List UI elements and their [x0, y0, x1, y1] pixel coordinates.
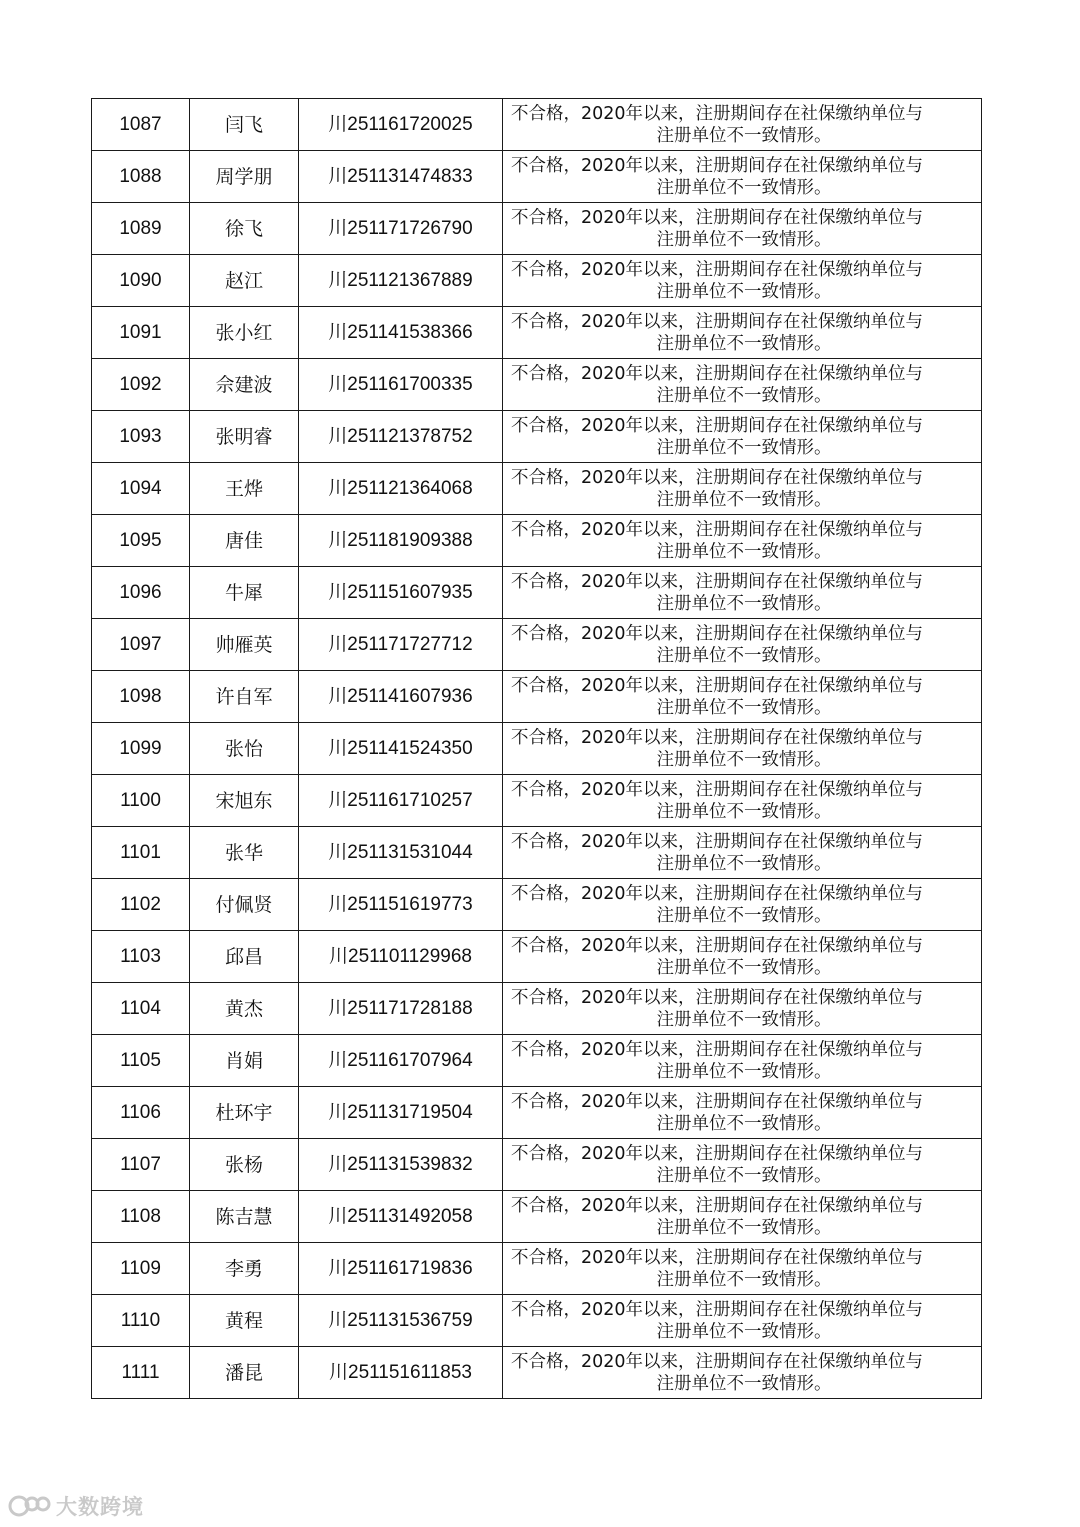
- name-cell: 张怡: [190, 723, 299, 775]
- certificate-number-cell: 川251131492058: [299, 1191, 503, 1243]
- result-line-2: 注册单位不一致情形。: [656, 1166, 832, 1186]
- table-row: [92, 151, 982, 203]
- certificate-number-cell: 川251121367889: [299, 255, 503, 307]
- serial-number-cell: 1093: [92, 411, 190, 463]
- name-cell: 张华: [190, 827, 299, 879]
- result-line-2: 注册单位不一致情形。: [656, 230, 832, 250]
- table-row: [92, 463, 982, 515]
- result-cell: [503, 463, 982, 515]
- name-cell: 肖娟: [190, 1035, 299, 1087]
- certificate-number-cell: 川251161720025: [299, 99, 503, 151]
- certificate-number-cell: 川251121364068: [299, 463, 503, 515]
- result-line-1: 不合格，2020年以来，注册期间存在社保缴纳单位与: [511, 988, 924, 1008]
- certificate-number-cell: 川251171727712: [299, 619, 503, 671]
- serial-number-cell: 1088: [92, 151, 190, 203]
- result-line-1: 不合格，2020年以来，注册期间存在社保缴纳单位与: [511, 1144, 924, 1164]
- name-cell: 潘昆: [190, 1347, 299, 1399]
- watermark-text: 大数跨境: [56, 1495, 144, 1519]
- result-line-1: 不合格，2020年以来，注册期间存在社保缴纳单位与: [511, 1300, 924, 1320]
- result-cell: [503, 307, 982, 359]
- result-cell: [503, 1191, 982, 1243]
- result-line-2: 注册单位不一致情形。: [656, 490, 832, 510]
- table-row: [92, 931, 982, 983]
- serial-number-cell: 1092: [92, 359, 190, 411]
- result-line-2: 注册单位不一致情形。: [656, 646, 832, 666]
- result-line-2: 注册单位不一致情形。: [656, 1322, 832, 1342]
- name-cell: 黄程: [190, 1295, 299, 1347]
- name-cell: 杜环宇: [190, 1087, 299, 1139]
- result-line-2: 注册单位不一致情形。: [656, 802, 832, 822]
- result-line-2: 注册单位不一致情形。: [656, 750, 832, 770]
- result-cell: [503, 775, 982, 827]
- result-line-2: 注册单位不一致情形。: [656, 386, 832, 406]
- results-table: [91, 98, 982, 1399]
- certificate-number-cell: 川251141538366: [299, 307, 503, 359]
- table-row: [92, 359, 982, 411]
- name-cell: 周学朋: [190, 151, 299, 203]
- result-cell: [503, 931, 982, 983]
- serial-number-cell: 1097: [92, 619, 190, 671]
- name-cell: 帅雁英: [190, 619, 299, 671]
- name-cell: 李勇: [190, 1243, 299, 1295]
- result-line-2: 注册单位不一致情形。: [656, 958, 832, 978]
- result-cell: [503, 827, 982, 879]
- certificate-number-cell: 川251161700335: [299, 359, 503, 411]
- serial-number-cell: 1090: [92, 255, 190, 307]
- result-cell: [503, 1087, 982, 1139]
- result-cell: [503, 619, 982, 671]
- serial-number-cell: 1107: [92, 1139, 190, 1191]
- result-cell: [503, 99, 982, 151]
- serial-number-cell: 1089: [92, 203, 190, 255]
- serial-number-cell: 1094: [92, 463, 190, 515]
- result-line-1: 不合格，2020年以来，注册期间存在社保缴纳单位与: [511, 208, 924, 228]
- name-cell: 付佩贤: [190, 879, 299, 931]
- serial-number-cell: 1091: [92, 307, 190, 359]
- result-line-1: 不合格，2020年以来，注册期间存在社保缴纳单位与: [511, 1248, 924, 1268]
- result-line-1: 不合格，2020年以来，注册期间存在社保缴纳单位与: [511, 832, 924, 852]
- result-line-1: 不合格，2020年以来，注册期间存在社保缴纳单位与: [511, 676, 924, 696]
- result-line-2: 注册单位不一致情形。: [656, 906, 832, 926]
- certificate-number-cell: 川251161710257: [299, 775, 503, 827]
- table-row: [92, 983, 982, 1035]
- result-line-1: 不合格，2020年以来，注册期间存在社保缴纳单位与: [511, 364, 924, 384]
- table-row: [92, 827, 982, 879]
- result-line-1: 不合格，2020年以来，注册期间存在社保缴纳单位与: [511, 416, 924, 436]
- result-line-2: 注册单位不一致情形。: [656, 594, 832, 614]
- serial-number-cell: 1087: [92, 99, 190, 151]
- certificate-number-cell: 川251171726790: [299, 203, 503, 255]
- name-cell: 陈吉慧: [190, 1191, 299, 1243]
- name-cell: 张杨: [190, 1139, 299, 1191]
- result-cell: [503, 1243, 982, 1295]
- result-line-2: 注册单位不一致情形。: [656, 1218, 832, 1238]
- result-line-1: 不合格，2020年以来，注册期间存在社保缴纳单位与: [511, 1196, 924, 1216]
- certificate-number-cell: 川251181909388: [299, 515, 503, 567]
- table-row: [92, 255, 982, 307]
- serial-number-cell: 1098: [92, 671, 190, 723]
- result-line-1: 不合格，2020年以来，注册期间存在社保缴纳单位与: [511, 468, 924, 488]
- name-cell: 张小红: [190, 307, 299, 359]
- result-cell: [503, 567, 982, 619]
- result-cell: [503, 255, 982, 307]
- table-row: [92, 671, 982, 723]
- serial-number-cell: 1102: [92, 879, 190, 931]
- result-cell: [503, 515, 982, 567]
- table-row: [92, 515, 982, 567]
- certificate-number-cell: 川251131536759: [299, 1295, 503, 1347]
- result-cell: [503, 671, 982, 723]
- serial-number-cell: 1104: [92, 983, 190, 1035]
- result-line-2: 注册单位不一致情形。: [656, 1010, 832, 1030]
- table-row: [92, 1243, 982, 1295]
- name-cell: 牛犀: [190, 567, 299, 619]
- result-cell: [503, 723, 982, 775]
- result-cell: [503, 983, 982, 1035]
- serial-number-cell: 1110: [92, 1295, 190, 1347]
- table-row: [92, 1139, 982, 1191]
- certificate-number-cell: 川251101129968: [299, 931, 503, 983]
- result-line-1: 不合格，2020年以来，注册期间存在社保缴纳单位与: [511, 520, 924, 540]
- result-line-1: 不合格，2020年以来，注册期间存在社保缴纳单位与: [511, 1092, 924, 1112]
- result-line-2: 注册单位不一致情形。: [656, 178, 832, 198]
- result-line-2: 注册单位不一致情形。: [656, 542, 832, 562]
- name-cell: 佘建波: [190, 359, 299, 411]
- certificate-number-cell: 川251171728188: [299, 983, 503, 1035]
- serial-number-cell: 1106: [92, 1087, 190, 1139]
- result-line-1: 不合格，2020年以来，注册期间存在社保缴纳单位与: [511, 624, 924, 644]
- serial-number-cell: 1101: [92, 827, 190, 879]
- serial-number-cell: 1103: [92, 931, 190, 983]
- result-line-1: 不合格，2020年以来，注册期间存在社保缴纳单位与: [511, 104, 924, 124]
- result-line-1: 不合格，2020年以来，注册期间存在社保缴纳单位与: [511, 1040, 924, 1060]
- result-line-1: 不合格，2020年以来，注册期间存在社保缴纳单位与: [511, 728, 924, 748]
- name-cell: 王烨: [190, 463, 299, 515]
- serial-number-cell: 1105: [92, 1035, 190, 1087]
- result-line-2: 注册单位不一致情形。: [656, 438, 832, 458]
- certificate-number-cell: 川251131474833: [299, 151, 503, 203]
- name-cell: 邱昌: [190, 931, 299, 983]
- result-cell: [503, 151, 982, 203]
- certificate-number-cell: 川251161719836: [299, 1243, 503, 1295]
- table-row: [92, 619, 982, 671]
- name-cell: 赵江: [190, 255, 299, 307]
- watermark: [8, 1491, 144, 1521]
- result-cell: [503, 1295, 982, 1347]
- result-cell: [503, 411, 982, 463]
- table-row: [92, 411, 982, 463]
- result-cell: [503, 203, 982, 255]
- result-cell: [503, 1035, 982, 1087]
- result-line-1: 不合格，2020年以来，注册期间存在社保缴纳单位与: [511, 780, 924, 800]
- serial-number-cell: 1111: [92, 1347, 190, 1399]
- result-line-2: 注册单位不一致情形。: [656, 698, 832, 718]
- table-row: [92, 203, 982, 255]
- result-line-1: 不合格，2020年以来，注册期间存在社保缴纳单位与: [511, 1352, 924, 1372]
- serial-number-cell: 1108: [92, 1191, 190, 1243]
- result-line-1: 不合格，2020年以来，注册期间存在社保缴纳单位与: [511, 156, 924, 176]
- name-cell: 闫飞: [190, 99, 299, 151]
- result-line-2: 注册单位不一致情形。: [656, 334, 832, 354]
- table-row: [92, 1191, 982, 1243]
- certificate-number-cell: 川251161707964: [299, 1035, 503, 1087]
- result-line-2: 注册单位不一致情形。: [656, 1374, 832, 1394]
- name-cell: 宋旭东: [190, 775, 299, 827]
- result-line-2: 注册单位不一致情形。: [656, 282, 832, 302]
- table-row: [92, 99, 982, 151]
- table-row: [92, 567, 982, 619]
- table-row: [92, 775, 982, 827]
- serial-number-cell: 1099: [92, 723, 190, 775]
- certificate-number-cell: 川251131719504: [299, 1087, 503, 1139]
- certificate-number-cell: 川251151607935: [299, 567, 503, 619]
- certificate-number-cell: 川251131539832: [299, 1139, 503, 1191]
- table-row: [92, 307, 982, 359]
- result-line-1: 不合格，2020年以来，注册期间存在社保缴纳单位与: [511, 936, 924, 956]
- table-row: [92, 1087, 982, 1139]
- result-cell: [503, 359, 982, 411]
- certificate-number-cell: 川251141524350: [299, 723, 503, 775]
- name-cell: 黄杰: [190, 983, 299, 1035]
- result-line-1: 不合格，2020年以来，注册期间存在社保缴纳单位与: [511, 884, 924, 904]
- certificate-number-cell: 川251131531044: [299, 827, 503, 879]
- serial-number-cell: 1100: [92, 775, 190, 827]
- certificate-number-cell: 川251151611853: [299, 1347, 503, 1399]
- table-row: [92, 879, 982, 931]
- result-line-1: 不合格，2020年以来，注册期间存在社保缴纳单位与: [511, 312, 924, 332]
- result-cell: [503, 1347, 982, 1399]
- result-line-2: 注册单位不一致情形。: [656, 126, 832, 146]
- name-cell: 唐佳: [190, 515, 299, 567]
- brand-logo-icon: [8, 1493, 52, 1519]
- certificate-number-cell: 川251121378752: [299, 411, 503, 463]
- certificate-number-cell: 川251151619773: [299, 879, 503, 931]
- name-cell: 张明睿: [190, 411, 299, 463]
- serial-number-cell: 1096: [92, 567, 190, 619]
- table-row: [92, 1035, 982, 1087]
- table-row: [92, 1295, 982, 1347]
- result-line-1: 不合格，2020年以来，注册期间存在社保缴纳单位与: [511, 260, 924, 280]
- table-row: [92, 723, 982, 775]
- result-line-2: 注册单位不一致情形。: [656, 854, 832, 874]
- serial-number-cell: 1109: [92, 1243, 190, 1295]
- certificate-number-cell: 川251141607936: [299, 671, 503, 723]
- result-line-2: 注册单位不一致情形。: [656, 1062, 832, 1082]
- result-cell: [503, 879, 982, 931]
- result-line-2: 注册单位不一致情形。: [656, 1270, 832, 1290]
- result-line-2: 注册单位不一致情形。: [656, 1114, 832, 1134]
- name-cell: 许自军: [190, 671, 299, 723]
- results-table-body: [92, 99, 982, 1399]
- table-row: [92, 1347, 982, 1399]
- result-cell: [503, 1139, 982, 1191]
- serial-number-cell: 1095: [92, 515, 190, 567]
- result-line-1: 不合格，2020年以来，注册期间存在社保缴纳单位与: [511, 572, 924, 592]
- name-cell: 徐飞: [190, 203, 299, 255]
